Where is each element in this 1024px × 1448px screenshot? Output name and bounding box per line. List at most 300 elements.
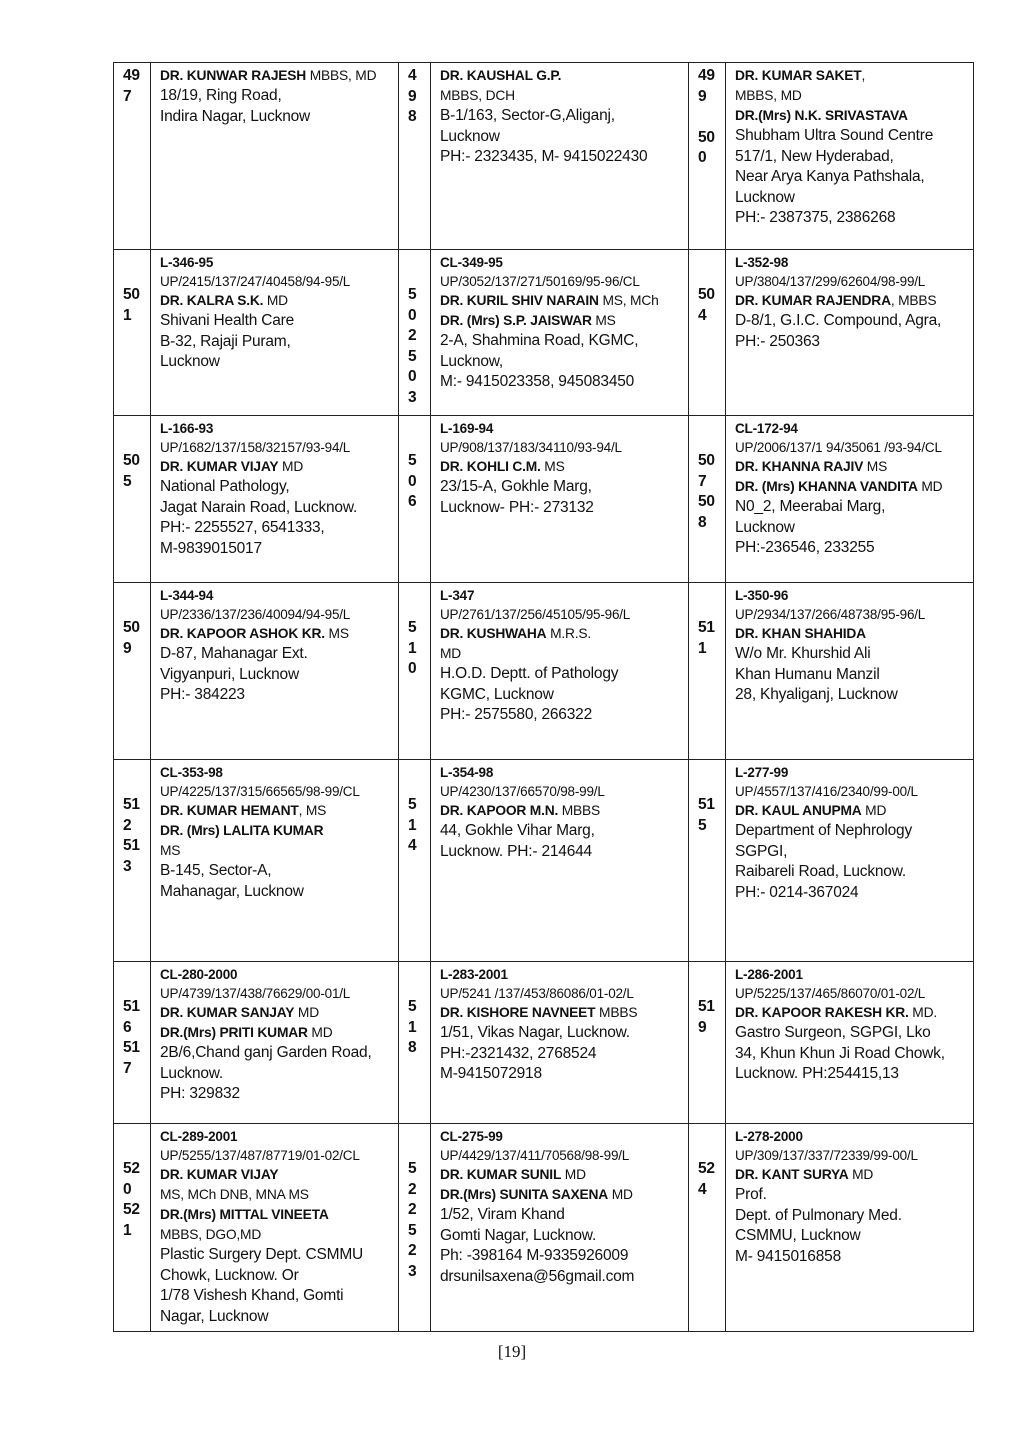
license-code: L-352-98 <box>735 255 789 270</box>
address-line: Shivani Health Care <box>160 312 295 329</box>
serial-digit: 5 <box>408 347 417 365</box>
serial-digit: 9 <box>698 1018 707 1036</box>
table-row <box>114 760 974 962</box>
serial-digit: 9 <box>698 87 707 105</box>
serial-digit: 51 <box>698 998 715 1015</box>
doctor-qualification: MBBS <box>595 1005 638 1020</box>
doctor-directory-table <box>113 62 974 1332</box>
doctor-name: DR. KUMAR SUNIL <box>440 1167 562 1182</box>
registration-number: UP/309/137/337/72339/99-00/L <box>735 1148 918 1163</box>
address-line: SGPGI, <box>735 842 788 860</box>
address-line: PH: 329832 <box>160 1085 240 1102</box>
doctor-entry-cell <box>726 760 974 962</box>
license-code: L-346-95 <box>160 255 214 270</box>
table-row <box>114 63 974 250</box>
doctor-entry-cell <box>726 1124 974 1332</box>
serial-number-cell <box>399 250 431 416</box>
doctor-name: DR. KOHLI C.M. <box>440 459 541 474</box>
doctor-name-line <box>160 1205 398 1225</box>
doctor-name-line <box>160 457 398 477</box>
doctor-name-line <box>440 644 688 664</box>
doctor-name-line <box>735 624 973 644</box>
serial-number-cell <box>399 583 431 760</box>
serial-number-cell <box>399 63 431 250</box>
doctor-name: DR. KURIL SHIV NARAIN <box>440 293 599 308</box>
address-line: PH:- 2387375, 2386268 <box>735 209 896 226</box>
serial-digit: 50 <box>698 286 715 303</box>
serial-number-cell <box>689 1124 726 1332</box>
serial-digit: 51 <box>698 619 715 636</box>
registration-number: UP/4429/137/411/70568/98-99/L <box>440 1148 630 1163</box>
license-code: CL-349-95 <box>440 255 503 270</box>
license-code: L-286-2001 <box>735 967 803 982</box>
address-line: 2-A, Shahmina Road, KGMC, <box>440 332 639 349</box>
registration-number: UP/5241 /137/453/86086/01-02/L <box>440 986 634 1001</box>
doctor-name-line <box>160 1165 398 1185</box>
address-line: N0_2, Meerabai Marg, <box>735 498 886 515</box>
address-line: 517/1, New Hyderabad, <box>735 147 894 165</box>
doctor-entry-cell <box>151 1124 399 1332</box>
serial-digit: 8 <box>408 108 417 125</box>
doctor-name-line <box>440 801 688 821</box>
doctor-name: DR. KAPOOR ASHOK KR. <box>160 626 325 641</box>
serial-number-cell <box>114 760 151 962</box>
serial-digit: 7 <box>123 87 132 105</box>
address-line: Shubham Ultra Sound Centre <box>735 127 934 144</box>
doctor-qualification: MBBS <box>558 803 601 818</box>
license-code: L-354-98 <box>440 765 494 780</box>
doctor-name-line <box>160 1185 398 1205</box>
registration-number: UP/3052/137/271/50169/95-96/CL <box>440 274 640 289</box>
address-line: 44, Gokhle Vihar Marg, <box>440 822 595 839</box>
address-line: KGMC, Lucknow <box>440 685 554 703</box>
doctor-qualification: MD <box>561 1167 586 1182</box>
doctor-name: DR. KALRA S.K. <box>160 293 264 308</box>
doctor-entry-cell <box>431 250 689 416</box>
page-number: [19] <box>497 1342 527 1361</box>
serial-digit: 4 <box>698 1180 707 1198</box>
serial-digit: 0 <box>408 306 417 324</box>
serial-digit: 5 <box>408 619 417 636</box>
license-code: L-278-2000 <box>735 1129 803 1144</box>
serial-digit: 51 <box>123 796 140 813</box>
address-line: H.O.D. Deptt. of Pathology <box>440 665 619 682</box>
serial-number-cell <box>689 416 726 583</box>
doctor-entry-cell <box>151 583 399 760</box>
doctor-name-line <box>440 86 688 106</box>
doctor-qualification: MBBS, DCH <box>440 88 515 103</box>
doctor-name-line <box>735 457 973 477</box>
doctor-name-line <box>160 1225 398 1245</box>
serial-digit: 50 <box>123 452 140 469</box>
address-line: 28, Khyaliganj, Lucknow <box>735 686 898 703</box>
serial-digit: 52 <box>123 1201 140 1218</box>
doctor-entry-cell <box>151 63 399 250</box>
registration-number: UP/2934/137/266/48738/95-96/L <box>735 607 926 622</box>
doctor-name: DR. KAPOOR M.N. <box>440 803 559 818</box>
address-line: Lucknow <box>735 188 795 206</box>
address-line: Lucknow, <box>440 352 504 370</box>
serial-digit: 4 <box>408 67 417 84</box>
serial-digit: 7 <box>123 1059 132 1077</box>
serial-digit: 1 <box>408 816 417 834</box>
serial-number-cell <box>689 250 726 416</box>
address-line: 34, Khun Khun Ji Road Chowk, <box>735 1044 945 1062</box>
doctor-qualification: MD <box>861 803 887 818</box>
registration-number: UP/2761/137/256/45105/95-96/L <box>440 607 631 622</box>
doctor-name: DR. KUNWAR RAJESH <box>160 68 307 83</box>
address-line: B-1/163, Sector-G,Aliganj, <box>440 107 615 124</box>
address-line: PH:- 2323435, M- 9415022430 <box>440 148 648 165</box>
serial-number-cell <box>114 63 151 250</box>
doctor-qualification: MD <box>307 1025 333 1040</box>
doctor-name-line <box>160 821 398 841</box>
address-line: Lucknow <box>440 127 500 145</box>
serial-digit: 50 <box>123 286 140 303</box>
doctor-name-line <box>440 311 688 331</box>
serial-digit: 5 <box>408 1221 417 1239</box>
serial-digit: 5 <box>408 998 417 1015</box>
license-code: L-166-93 <box>160 421 214 436</box>
doctor-name: DR. KISHORE NAVNEET <box>440 1005 596 1020</box>
license-code: L-277-99 <box>735 765 789 780</box>
doctor-name: DR. KUMAR SANJAY <box>160 1005 295 1020</box>
address-line: PH:-236546, 233255 <box>735 539 875 556</box>
serial-digit <box>698 107 725 128</box>
doctor-name-line <box>440 66 688 86</box>
doctor-name-line <box>440 1003 688 1023</box>
serial-digit: 51 <box>123 998 140 1015</box>
doctor-name: DR. (Mrs) LALITA KUMAR <box>160 823 324 838</box>
address-line: PH:- 2255527, 6541333, <box>160 519 325 536</box>
address-line: 2B/6,Chand ganj Garden Road, <box>160 1044 372 1061</box>
registration-number: UP/4739/137/438/76629/00-01/L <box>160 986 351 1001</box>
table-row <box>114 416 974 583</box>
address-line: Chowk, Lucknow. Or <box>160 1266 299 1284</box>
doctor-qualification: MS, MCh DNB, MNA MS <box>160 1187 309 1202</box>
registration-number: UP/5225/137/465/86070/01-02/L <box>735 986 926 1001</box>
serial-digit: 2 <box>408 1242 417 1259</box>
license-code: CL-280-2000 <box>160 967 238 982</box>
address-line: Nagar, Lucknow <box>160 1307 269 1325</box>
doctor-qualification: MD. <box>908 1005 937 1020</box>
address-line: W/o Mr. Khurshid Ali <box>735 645 871 662</box>
doctor-entry-cell <box>151 250 399 416</box>
doctor-name-line <box>735 477 973 497</box>
address-line: Plastic Surgery Dept. CSMMU <box>160 1246 364 1263</box>
registration-number: UP/2006/137/1 94/35061 /93-94/CL <box>735 440 942 455</box>
address-line: Lucknow. <box>160 1064 224 1082</box>
serial-digit: 2 <box>408 327 417 344</box>
serial-digit: 2 <box>408 1180 417 1198</box>
doctor-name-line <box>440 624 688 644</box>
doctor-name: DR. (Mrs) S.P. JAISWAR <box>440 313 592 328</box>
address-line: B-145, Sector-A, <box>160 862 272 879</box>
serial-digit: 50 <box>698 493 715 510</box>
address-line: Lucknow <box>735 518 795 536</box>
serial-number-cell <box>114 583 151 760</box>
doctor-name-line <box>735 1165 973 1185</box>
license-code: CL-172-94 <box>735 421 798 436</box>
serial-digit: 8 <box>408 1039 417 1056</box>
serial-number-cell <box>399 962 431 1124</box>
doctor-name-line <box>735 291 973 311</box>
doctor-qualification: MD <box>440 646 462 661</box>
address-line: Lucknow. PH:- 214644 <box>440 842 592 860</box>
address-line: Indira Nagar, Lucknow <box>160 107 311 125</box>
doctor-qualification: MD <box>848 1167 874 1182</box>
address-line: CSMMU, Lucknow <box>735 1227 861 1244</box>
doctor-qualification: MBBS, MD <box>735 88 802 103</box>
doctor-entry-cell <box>431 583 689 760</box>
registration-number: UP/2415/137/247/40458/94-95/L <box>160 274 351 289</box>
doctor-qualification: MS <box>540 459 565 474</box>
doctor-name-line <box>440 1165 688 1185</box>
serial-digit: 51 <box>698 796 715 813</box>
serial-digit: 3 <box>408 388 417 406</box>
serial-digit: 3 <box>408 1262 417 1280</box>
license-code: CL-353-98 <box>160 765 223 780</box>
address-line: Dept. of Pulmonary Med. <box>735 1206 902 1224</box>
serial-digit: 49 <box>698 67 715 84</box>
doctor-name: DR. KUSHWAHA <box>440 626 547 641</box>
address-line: Lucknow. PH:254415,13 <box>735 1065 899 1082</box>
doctor-name-line <box>160 1023 398 1043</box>
serial-digit: 51 <box>123 1039 140 1056</box>
registration-number: UP/3804/137/299/62604/98-99/L <box>735 274 926 289</box>
address-line: 23/15-A, Gokhle Marg, <box>440 478 592 495</box>
serial-digit: 8 <box>698 513 707 531</box>
address-line: B-32, Rajaji Puram, <box>160 332 291 350</box>
serial-number-cell <box>399 760 431 962</box>
doctor-entry-cell <box>151 416 399 583</box>
license-code: L-344-94 <box>160 588 214 603</box>
doctor-qualification: , MBBS <box>890 293 937 308</box>
doctor-name-line <box>160 841 398 861</box>
serial-digit: 0 <box>408 660 417 677</box>
doctor-name-line <box>735 86 973 106</box>
address-line: Ph: -398164 M-9335926009 <box>440 1247 629 1264</box>
doctor-name-line <box>440 291 688 311</box>
serial-number-cell <box>689 760 726 962</box>
registration-number: UP/1682/137/158/32157/93-94/L <box>160 440 351 455</box>
address-line: 1/78 Vishesh Khand, Gomti <box>160 1287 344 1304</box>
address-line: drsunilsaxena@56gmail.com <box>440 1267 635 1285</box>
serial-number-cell <box>114 416 151 583</box>
doctor-entry-cell <box>726 583 974 760</box>
doctor-qualification: MS <box>324 626 349 641</box>
doctor-entry-cell <box>726 962 974 1124</box>
doctor-qualification: MS <box>863 459 888 474</box>
registration-number: UP/5255/137/487/87719/01-02/CL <box>160 1148 360 1163</box>
serial-digit: 9 <box>408 87 417 105</box>
table-row <box>114 962 974 1124</box>
address-line: M:- 9415023358, 945083450 <box>440 373 635 390</box>
doctor-entry-cell <box>726 416 974 583</box>
serial-number-cell <box>114 962 151 1124</box>
doctor-entry-cell <box>431 63 689 250</box>
serial-digit: 5 <box>698 816 707 834</box>
serial-digit: 5 <box>123 472 132 490</box>
doctor-qualification: MD <box>608 1187 633 1202</box>
serial-digit: 2 <box>123 816 132 834</box>
doctor-name: DR. KUMAR SAKET <box>735 68 862 83</box>
license-code: CL-275-99 <box>440 1129 503 1144</box>
doctor-qualification: MD <box>917 479 943 494</box>
doctor-qualification: MBBS, DGO,MD <box>160 1227 262 1242</box>
serial-digit: 0 <box>408 368 417 385</box>
doctor-entry-cell <box>726 250 974 416</box>
address-line: PH:- 2575580, 266322 <box>440 706 592 723</box>
serial-digit: 1 <box>408 639 417 657</box>
serial-digit: 52 <box>698 1160 715 1177</box>
address-line: Gomti Nagar, Lucknow. <box>440 1226 597 1244</box>
doctor-name: DR. (Mrs) KHANNA VANDITA <box>735 479 918 494</box>
registration-number: UP/2336/137/236/40094/94-95/L <box>160 607 351 622</box>
address-line: M- 9415016858 <box>735 1247 841 1265</box>
serial-digit: 0 <box>123 1180 132 1198</box>
address-line: D-87, Mahanagar Ext. <box>160 645 308 662</box>
doctor-name: DR. KHANNA RAJIV <box>735 459 864 474</box>
doctor-name-line <box>160 801 398 821</box>
address-line: 18/19, Ring Road, <box>160 87 282 104</box>
doctor-entry-cell <box>431 416 689 583</box>
serial-digit: 1 <box>408 1018 417 1036</box>
serial-digit: 52 <box>123 1160 140 1177</box>
doctor-qualification: , <box>861 68 866 83</box>
doctor-name: DR. KAUL ANUPMA <box>735 803 862 818</box>
doctor-name-line <box>440 1185 688 1205</box>
address-line: Raibareli Road, Lucknow. <box>735 863 906 880</box>
serial-digit: 2 <box>408 1201 417 1218</box>
address-line: 1/51, Vikas Nagar, Lucknow. <box>440 1024 630 1041</box>
serial-number-cell <box>399 416 431 583</box>
serial-digit: 1 <box>698 639 707 657</box>
serial-digit: 5 <box>408 1160 417 1177</box>
license-code: L-283-2001 <box>440 967 508 982</box>
doctor-qualification: MS, MCh <box>598 293 659 308</box>
doctor-name: DR. KUMAR HEMANT <box>160 803 299 818</box>
doctor-qualification: MS <box>591 313 616 328</box>
doctor-name: DR. KUMAR VIJAY <box>160 459 279 474</box>
serial-number-cell <box>689 63 726 250</box>
doctor-name-line <box>160 1003 398 1023</box>
license-code: L-347 <box>440 588 475 603</box>
address-line: M-9839015017 <box>160 539 262 557</box>
address-line: PH:- 384223 <box>160 686 245 703</box>
doctor-name-line <box>735 106 973 126</box>
serial-digit: 50 <box>698 452 715 469</box>
serial-number-cell <box>689 962 726 1124</box>
doctor-entry-cell <box>726 63 974 250</box>
doctor-name: DR.(Mrs) N.K. SRIVASTAVA <box>735 108 908 123</box>
doctor-name: DR. KHAN SHAHIDA <box>735 626 866 641</box>
doctor-qualification: MD <box>278 459 304 474</box>
address-line: Mahanagar, Lucknow <box>160 882 304 900</box>
doctor-name-line <box>735 66 973 86</box>
doctor-name: DR. KUMAR RAJENDRA <box>735 293 891 308</box>
serial-digit: 50 <box>698 128 715 146</box>
doctor-name: DR.(Mrs) MITTAL VINEETA <box>160 1207 329 1222</box>
address-line: PH:-2321432, 2768524 <box>440 1044 597 1062</box>
table-row <box>114 250 974 416</box>
address-line: National Pathology, <box>160 478 290 495</box>
doctor-entry-cell <box>431 760 689 962</box>
serial-digit: 5 <box>408 452 417 469</box>
serial-digit: 0 <box>698 149 707 166</box>
address-line: Gastro Surgeon, SGPGI, Lko <box>735 1024 931 1041</box>
serial-digit: 3 <box>123 857 132 875</box>
table-row <box>114 583 974 760</box>
address-line: PH:- 250363 <box>735 332 820 350</box>
doctor-qualification: , MS <box>298 803 327 818</box>
serial-digit: 6 <box>123 1018 132 1036</box>
doctor-name: DR. KUMAR VIJAY <box>160 1167 279 1182</box>
serial-digit: 4 <box>698 306 707 324</box>
address-line: Lucknow- PH:- 273132 <box>440 498 594 516</box>
address-line: Prof. <box>735 1186 767 1203</box>
serial-number-cell <box>399 1124 431 1332</box>
address-line: 1/52, Viram Khand <box>440 1206 565 1223</box>
doctor-qualification: MS <box>160 843 181 858</box>
doctor-name-line <box>160 66 398 86</box>
license-code: L-350-96 <box>735 588 789 603</box>
serial-number-cell <box>114 1124 151 1332</box>
doctor-name: DR. KANT SURYA <box>735 1167 849 1182</box>
serial-number-cell <box>114 250 151 416</box>
doctor-entry-cell <box>151 962 399 1124</box>
serial-digit: 9 <box>123 639 132 657</box>
address-line: M-9415072918 <box>440 1065 542 1082</box>
doctor-name-line <box>160 291 398 311</box>
serial-digit: 0 <box>408 472 417 490</box>
serial-digit: 4 <box>408 837 417 854</box>
serial-digit: 1 <box>123 306 132 324</box>
doctor-name: DR.(Mrs) SUNITA SAXENA <box>440 1187 609 1202</box>
address-line: D-8/1, G.I.C. Compound, Agra, <box>735 312 942 329</box>
doctor-name-line <box>735 1003 973 1023</box>
address-line: Jagat Narain Road, Lucknow. <box>160 498 358 516</box>
registration-number: UP/4225/137/315/66565/98-99/CL <box>160 784 360 799</box>
registration-number: UP/908/137/183/34110/93-94/L <box>440 440 622 455</box>
license-code: CL-289-2001 <box>160 1129 238 1144</box>
table-row <box>114 1124 974 1332</box>
serial-digit: 51 <box>123 837 140 854</box>
doctor-entry-cell <box>431 1124 689 1332</box>
serial-digit: 49 <box>123 67 140 84</box>
doctor-name-line <box>735 801 973 821</box>
registration-number: UP/4230/137/66570/98-99/L <box>440 784 605 799</box>
serial-digit: 5 <box>408 796 417 813</box>
license-code: L-169-94 <box>440 421 494 436</box>
doctor-qualification: MD <box>263 293 288 308</box>
doctor-entry-cell <box>151 760 399 962</box>
doctor-qualification: MBBS, MD <box>306 68 377 83</box>
address-line: Khan Humanu Manzil <box>735 665 880 683</box>
doctor-name-line <box>160 624 398 644</box>
doctor-entry-cell <box>431 962 689 1124</box>
address-line: Lucknow <box>160 353 220 370</box>
doctor-name-line <box>440 457 688 477</box>
serial-digit: 50 <box>123 619 140 636</box>
directory-body <box>114 63 974 1332</box>
serial-digit: 5 <box>408 286 417 303</box>
doctor-name: DR.(Mrs) PRITI KUMAR <box>160 1025 308 1040</box>
address-line: Vigyanpuri, Lucknow <box>160 665 299 683</box>
serial-digit: 6 <box>408 493 417 510</box>
serial-digit: 7 <box>698 472 707 490</box>
serial-digit: 1 <box>123 1221 132 1239</box>
